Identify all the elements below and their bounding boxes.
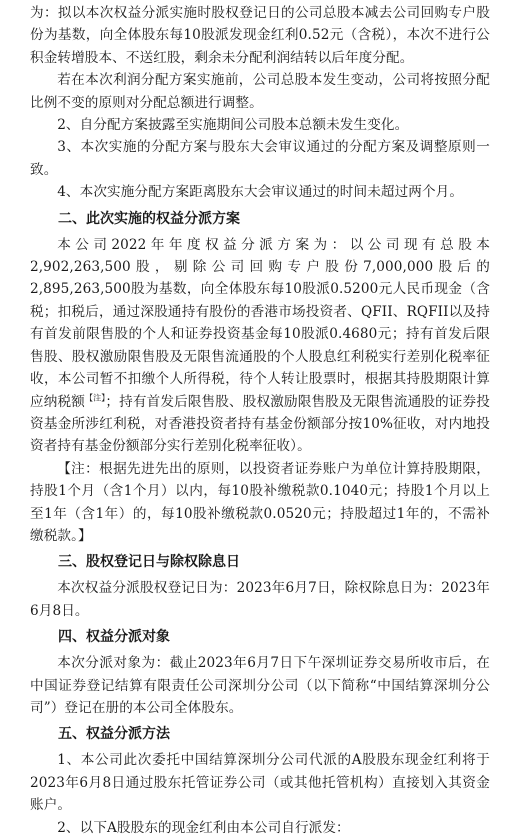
paragraph-method-item-1: 1、本公司此次委托中国结算深圳分公司代派的A股股东现金红利将于2023年6月8日通过股东托管证券公司（或其他托管机构）直接划入其资金账户。: [30, 752, 490, 814]
section-heading-distribution-plan: 二、此次实施的权益分派方案: [58, 210, 240, 227]
distribution-details-part1: 本公司2022年年度权益分派方案为：以公司现有总股本2,902,263,500股，剔除公司回购专户股份7,000,000股后的2,895,263,500股为基数，向全体股东每10股派0.5200元人民币现金（含税；扣税后，通过深股通持有股份的香港市场投资者、QFII、RQFII以及持有首发前限售股的个人和证券投资基金每10股派0.4680元；持有首发后限售股、股权激励限售股及无限售流通股的个人股息红利税实行差别化税率征收，本公司暂不扣缴个人所得税，待个人转让股票时，根据其持股期限计算应纳税额: [30, 236, 490, 410]
section-heading-record-date: 三、股权登记日与除权除息日: [58, 554, 240, 571]
paragraph-item-2: 2、自分配方案披露至实施期间公司股本总额未发生变化。: [57, 117, 409, 134]
section-heading-distribution-method: 五、权益分派方法: [58, 726, 170, 743]
footnote-mark: 【注】: [84, 392, 106, 402]
paragraph-adjustment-principle: 若在本次利润分配方案实施前，公司总股本发生变动，公司将按照分配比例不变的原则对分配总额进行调整。: [30, 72, 490, 111]
paragraph-tax-note: 【注：根据先进先出的原则，以投资者证券账户为单位计算持股期限，持股1个月（含1个月）以内，每10股补缴税款0.1040元；持股1个月以上至1年（含1年）的，每10股补缴税款0.0520元；持股超过1年的，不需补缴税款。】: [30, 460, 490, 544]
paragraph-method-item-2: 2、以下A股股东的现金红利由本公司自行派发：: [57, 819, 350, 836]
paragraph-item-4: 4、本次实施分配方案距离股东大会审议通过的时间未超过两个月。: [57, 184, 464, 201]
paragraph-distribution-target: 本次分派对象为：截止2023年6月7日下午深圳证券交易所收市后，在中国证券登记结算有限责任公司深圳分公司（以下简称“中国结算深圳分公司”）登记在册的本公司全体股东。: [30, 655, 490, 716]
distribution-details-part2: ；持有首发后限售股、股权激励限售股及无限售流通股的证券投资基金所涉红利税，对香港投资者持有基金份额部分按10%征收，对内地投资者持有基金份额部分实行差别化税率征收）。: [30, 393, 490, 455]
paragraph-distribution-details: [30, 234, 490, 458]
paragraph-distribution-plan: 为：拟以本次权益分派实施时股权登记日的公司总股本减去公司回购专户股份为基数，向全体股东每10股派发现金红利0.52元（含税），本次不进行公积金转增股本、不送红股，剩余未分配利润结转以后年度分配。: [30, 5, 490, 66]
paragraph-item-3: 3、本次实施的分配方案与股东大会审议通过的分配方案及调整原则一致。: [30, 139, 490, 178]
section-heading-distribution-target: 四、权益分派对象: [58, 629, 170, 646]
paragraph-record-date: 本次权益分派股权登记日为：2023年6月7日，除权除息日为：2023年6月8日。: [30, 580, 490, 619]
